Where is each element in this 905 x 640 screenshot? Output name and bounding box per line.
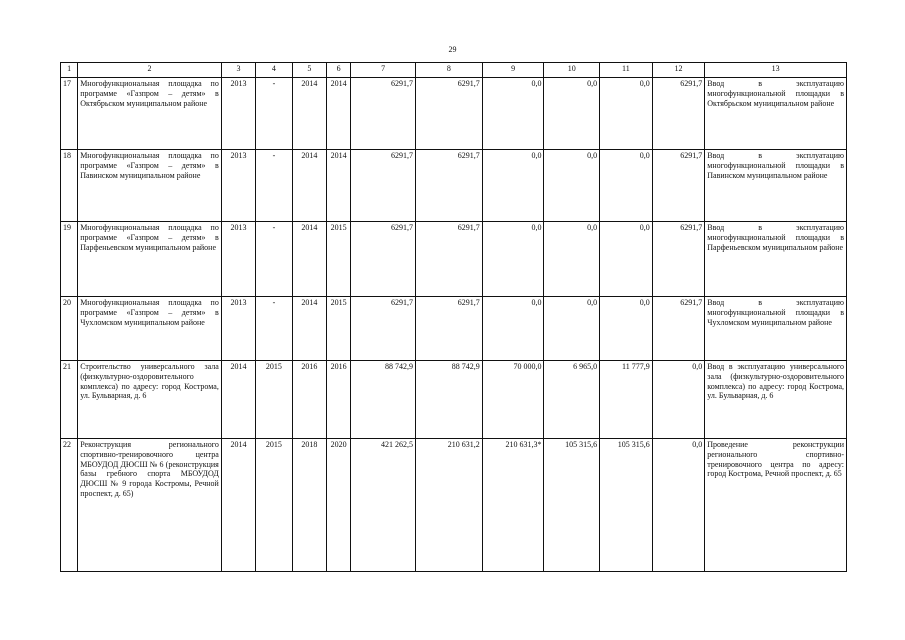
result-text: Ввод в эксплуатацию универсального зала (физкультурно-оздоровительного комплекса) по адресу: город Кострома, ул. Бульварная, д. 6: [705, 361, 847, 439]
cell-col6: 2015: [327, 297, 351, 361]
cell-col6: 2014: [327, 150, 351, 222]
row-number: 17: [61, 78, 78, 150]
cell-col6: 2020: [327, 439, 351, 572]
cell-col9: 0,0: [482, 222, 544, 297]
cell-col3: 2014: [221, 439, 255, 572]
header-cell: 9: [482, 63, 544, 78]
cell-col12: 6291,7: [652, 297, 705, 361]
cell-col12: 6291,7: [652, 150, 705, 222]
header-cell: 3: [221, 63, 255, 78]
cell-col10: 0,0: [544, 78, 600, 150]
header-cell: 12: [652, 63, 705, 78]
cell-col3: 2013: [221, 297, 255, 361]
object-name: Многофункциональная площадка по программе «Газпром – детям» в Парфеньевском муниципальном районе: [78, 222, 222, 297]
header-cell: 13: [705, 63, 847, 78]
row-number: 21: [61, 361, 78, 439]
cell-col3: 2013: [221, 150, 255, 222]
object-name: Многофункциональная площадка по программе «Газпром – детям» в Октябрьском муниципальном районе: [78, 78, 222, 150]
cell-col9: 0,0: [482, 150, 544, 222]
cell-col3: 2013: [221, 78, 255, 150]
row-number: 19: [61, 222, 78, 297]
cell-col6: 2015: [327, 222, 351, 297]
object-name: Реконструкция регионального спортивно-тренировочного центра МБОУДОД ДЮСШ № 6 (реконструкция базы гребного спорта МБОУДОД ДЮСШ № 9 города Костромы, Речной проспект, д. 65): [78, 439, 222, 572]
cell-col3: 2013: [221, 222, 255, 297]
object-name: Строительство универсального зала (физкультурно-оздоровительного комплекса) по адресу: город Кострома, ул. Бульварная, д. 6: [78, 361, 222, 439]
object-name: Многофункциональная площадка по программе «Газпром – детям» в Чухломском муниципальном районе: [78, 297, 222, 361]
cell-col5: 2014: [292, 150, 326, 222]
table-row: [61, 222, 847, 297]
cell-col10: 0,0: [544, 297, 600, 361]
cell-col4: 2015: [256, 439, 292, 572]
cell-col8: 6291,7: [416, 222, 483, 297]
result-text: Ввод в эксплуатацию многофункциональной площадки в Чухломском муниципальном районе: [705, 297, 847, 361]
data-table: [60, 62, 847, 572]
cell-col4: 2015: [256, 361, 292, 439]
cell-col8: 88 742,9: [416, 361, 483, 439]
cell-col8: 210 631,2: [416, 439, 483, 572]
cell-col7: 6291,7: [351, 222, 416, 297]
cell-col4: -: [256, 222, 292, 297]
cell-col12: 0,0: [652, 439, 705, 572]
cell-col11: 0,0: [600, 150, 653, 222]
cell-col6: 2014: [327, 78, 351, 150]
result-text: Ввод в эксплуатацию многофункциональной площадки в Парфеньевском муниципальном районе: [705, 222, 847, 297]
cell-col5: 2018: [292, 439, 326, 572]
cell-col5: 2014: [292, 78, 326, 150]
header-cell: 1: [61, 63, 78, 78]
header-cell: 7: [351, 63, 416, 78]
cell-col7: 6291,7: [351, 297, 416, 361]
cell-col12: 6291,7: [652, 78, 705, 150]
cell-col7: 6291,7: [351, 150, 416, 222]
header-cell: 6: [327, 63, 351, 78]
header-cell: 5: [292, 63, 326, 78]
header-row: [61, 63, 847, 78]
cell-col12: 0,0: [652, 361, 705, 439]
cell-col5: 2014: [292, 297, 326, 361]
cell-col7: 6291,7: [351, 78, 416, 150]
cell-col9: 70 000,0: [482, 361, 544, 439]
row-number: 20: [61, 297, 78, 361]
cell-col11: 0,0: [600, 78, 653, 150]
cell-col6: 2016: [327, 361, 351, 439]
cell-col5: 2014: [292, 222, 326, 297]
row-number: 22: [61, 439, 78, 572]
cell-col7: 421 262,5: [351, 439, 416, 572]
cell-col9: 210 631,3*: [482, 439, 544, 572]
cell-col8: 6291,7: [416, 297, 483, 361]
header-cell: 4: [256, 63, 292, 78]
header-cell: 11: [600, 63, 653, 78]
cell-col4: -: [256, 297, 292, 361]
cell-col5: 2016: [292, 361, 326, 439]
header-cell: 2: [78, 63, 222, 78]
cell-col10: 0,0: [544, 150, 600, 222]
cell-col4: -: [256, 78, 292, 150]
result-text: Ввод в эксплуатацию многофункциональной площадки в Павинском муниципальном районе: [705, 150, 847, 222]
cell-col11: 0,0: [600, 297, 653, 361]
table-row: [61, 297, 847, 361]
cell-col11: 105 315,6: [600, 439, 653, 572]
cell-col10: 6 965,0: [544, 361, 600, 439]
header-cell: 10: [544, 63, 600, 78]
cell-col11: 11 777,9: [600, 361, 653, 439]
row-number: 18: [61, 150, 78, 222]
object-name: Многофункциональная площадка по программе «Газпром – детям» в Павинском муниципальном районе: [78, 150, 222, 222]
result-text: Ввод в эксплуатацию многофункциональной площадки в Октябрьском муниципальном районе: [705, 78, 847, 150]
cell-col4: -: [256, 150, 292, 222]
cell-col10: 0,0: [544, 222, 600, 297]
table-row: [61, 150, 847, 222]
table-row: [61, 439, 847, 572]
table-row: [61, 361, 847, 439]
table-row: [61, 78, 847, 150]
cell-col8: 6291,7: [416, 78, 483, 150]
cell-col12: 6291,7: [652, 222, 705, 297]
page-number: 29: [448, 45, 457, 54]
cell-col11: 0,0: [600, 222, 653, 297]
cell-col3: 2014: [221, 361, 255, 439]
cell-col8: 6291,7: [416, 150, 483, 222]
cell-col7: 88 742,9: [351, 361, 416, 439]
result-text: Проведение реконструкции регионального спортивно-тренировочного центра по адресу: город Кострома, Речной проспект, д. 65: [705, 439, 847, 572]
cell-col9: 0,0: [482, 78, 544, 150]
header-cell: 8: [416, 63, 483, 78]
cell-col9: 0,0: [482, 297, 544, 361]
cell-col10: 105 315,6: [544, 439, 600, 572]
